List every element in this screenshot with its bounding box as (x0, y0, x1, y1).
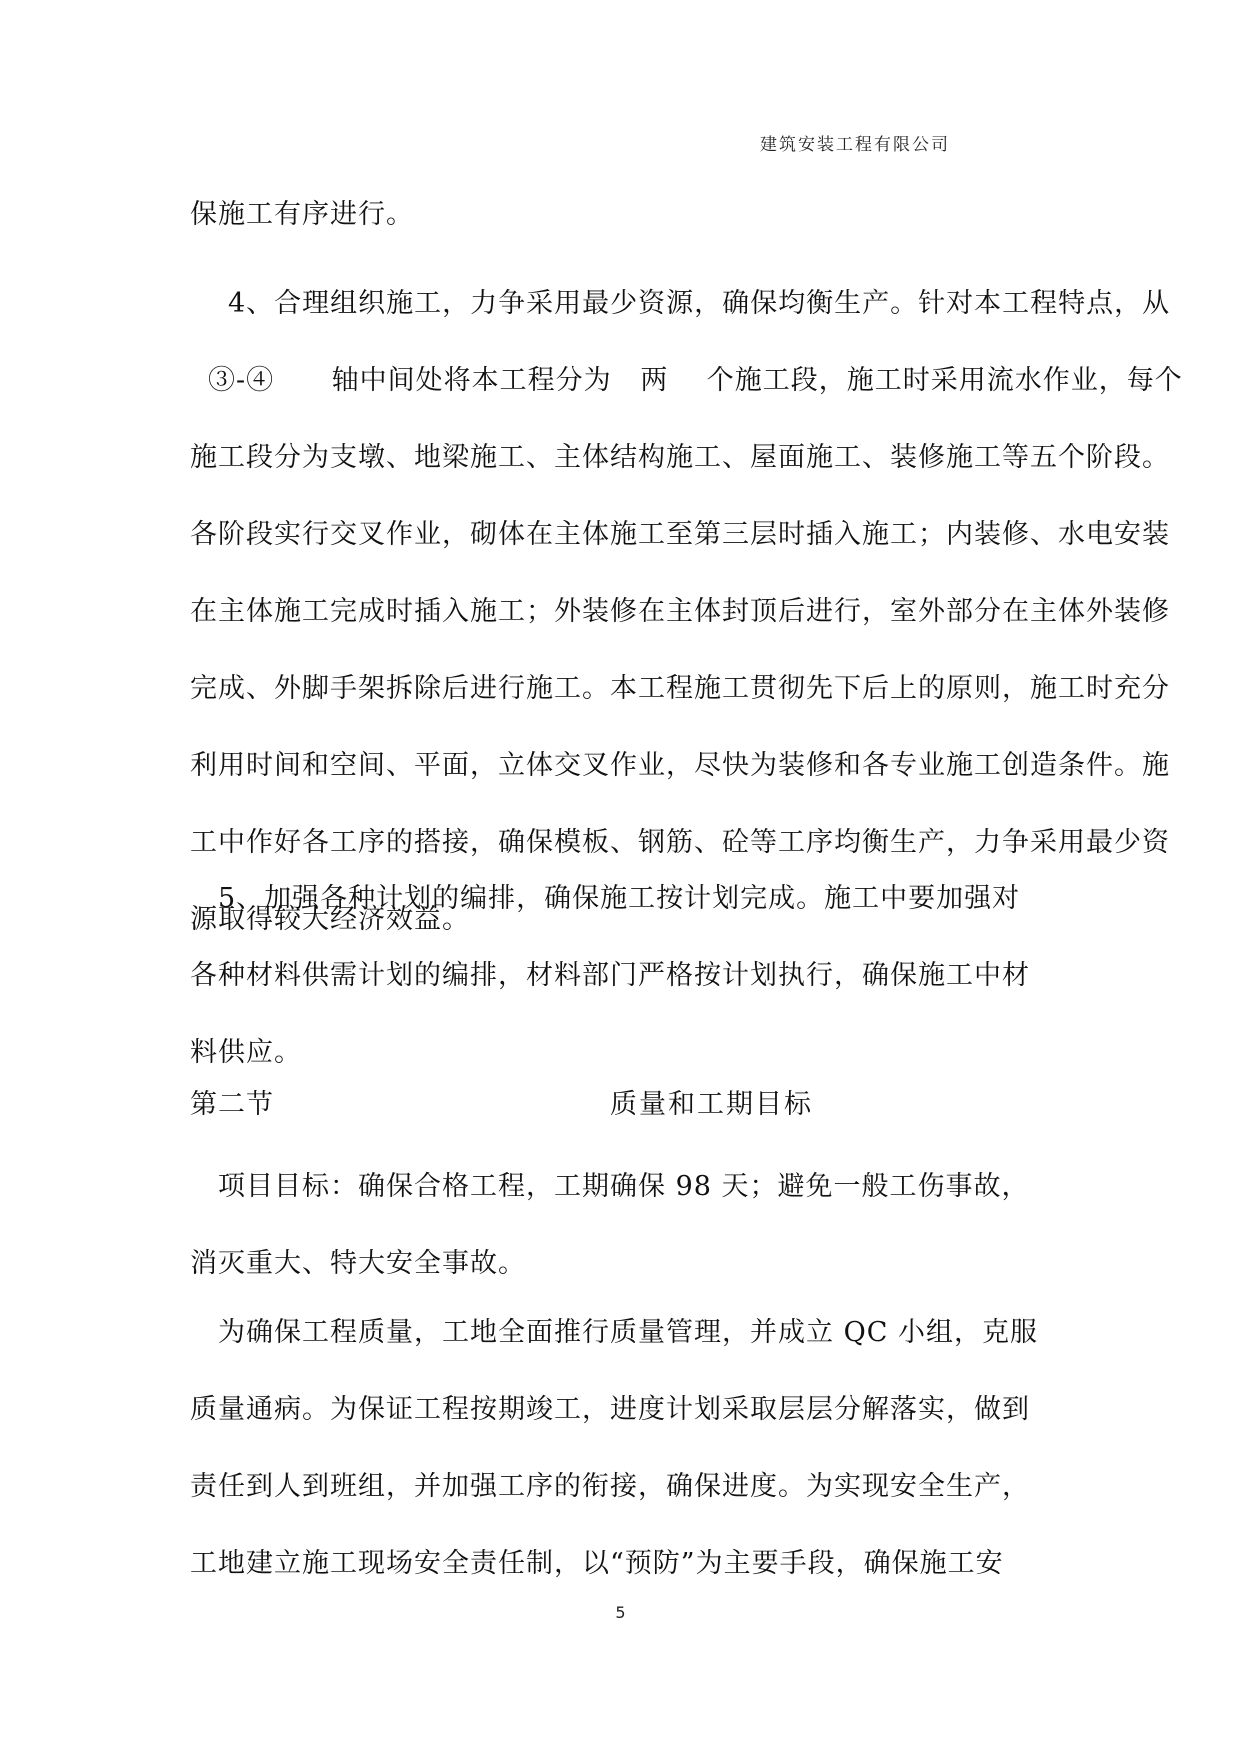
section-number: 第二节 (190, 1089, 274, 1120)
text-line: 为确保工程质量，工地全面推行质量管理，并成立 QC 小组，克服 (218, 1317, 1038, 1348)
text-line: 利用时间和空间、平面，立体交叉作业，尽快为装修和各专业施工创造条件。施 (190, 750, 1170, 781)
text-line: ③-④ 轴中间处将本工程分为 两 个施工段，施工时采用流水作业，每个 (208, 365, 1183, 396)
text-line: 完成、外脚手架拆除后进行施工。本工程施工贯彻先下后上的原则，施工时充分 (190, 673, 1170, 704)
text-line: 施工段分为支墩、地梁施工、主体结构施工、屋面施工、装修施工等五个阶段。 (190, 442, 1170, 473)
text-line: 各种材料供需计划的编排，材料部门严格按计划执行，确保施工中材 (190, 960, 1030, 991)
paragraph-quality-measures (190, 1294, 1060, 1602)
paragraph-item-4 (190, 265, 1183, 958)
text-line: 责任到人到班组，并加强工序的衔接，确保进度。为实现安全生产， (190, 1471, 1030, 1502)
company-header: 建筑安装工程有限公司 (760, 135, 950, 155)
paragraph-project-goal (190, 1148, 1060, 1302)
text-line: 料供应。 (190, 1037, 302, 1068)
text-line: 在主体施工完成时插入施工；外装修在主体封顶后进行，室外部分在主体外装修 (190, 596, 1170, 627)
text-line: 5、加强各种计划的编排，确保施工按计划完成。施工中要加强对 (218, 883, 1021, 914)
text-line: 质量通病。为保证工程按期竣工，进度计划采取层层分解落实，做到 (190, 1394, 1030, 1425)
section-heading (190, 1082, 1060, 1122)
text-line: 源取得较大经济效益。 (190, 904, 470, 935)
paragraph-item-5 (190, 860, 1060, 1091)
text-line: 4、合理组织施工，力争采用最少资源，确保均衡生产。针对本工程特点，从 (228, 288, 1171, 319)
text-line: 消灭重大、特大安全事故。 (190, 1248, 526, 1279)
section-title: 质量和工期目标 (610, 1089, 813, 1120)
text-line: 保施工有序进行。 (190, 199, 414, 230)
page-number: 5 (615, 1603, 626, 1622)
text-line: 工中作好各工序的搭接，确保模板、钢筋、砼等工序均衡生产，力争采用最少资 (190, 827, 1170, 858)
text-line: 工地建立施工现场安全责任制，以“预防”为主要手段，确保施工安 (190, 1548, 1004, 1579)
text-line: 各阶段实行交叉作业，砌体在主体施工至第三层时插入施工；内装修、水电安装 (190, 519, 1170, 550)
text-line: 项目目标：确保合格工程，工期确保 98 天；避免一般工伤事故， (218, 1171, 1030, 1202)
paragraph-continuation (190, 176, 1060, 253)
